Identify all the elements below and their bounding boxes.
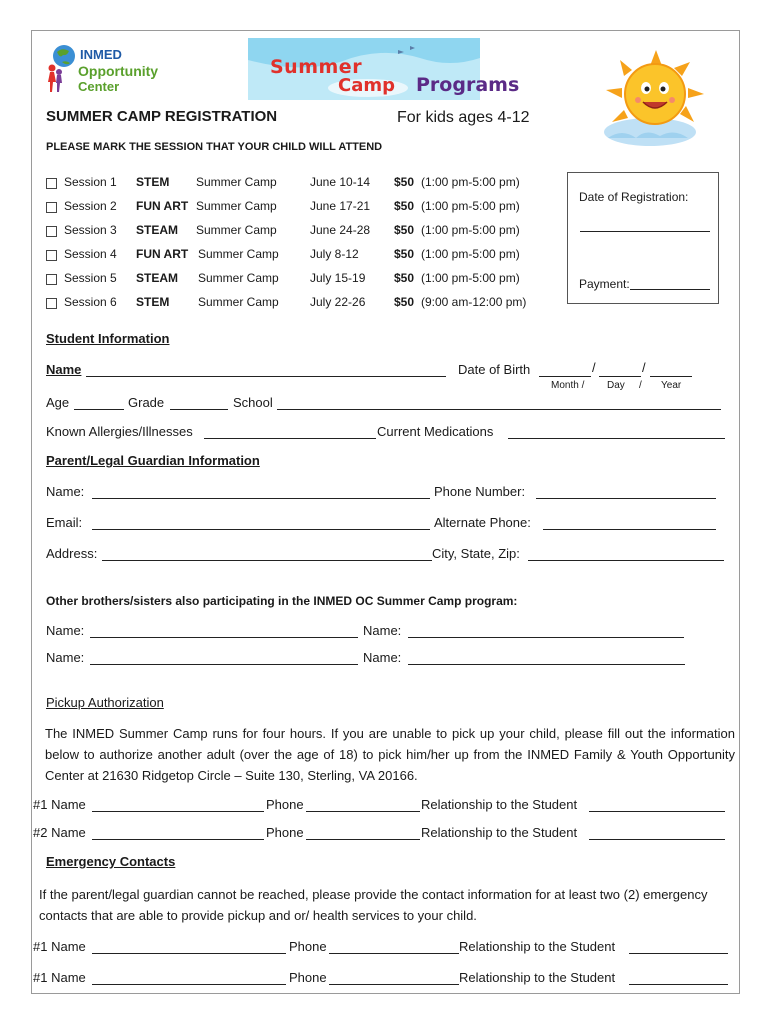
dob-separator-1: / <box>592 360 596 375</box>
guardian-address-field[interactable] <box>102 560 432 561</box>
session-program: Summer Camp <box>196 223 277 237</box>
session-price: $50 <box>394 223 415 237</box>
session-checkbox[interactable] <box>46 226 57 237</box>
session-name: Session 6 <box>64 295 117 309</box>
date-of-registration-line[interactable] <box>580 231 710 232</box>
sibling-2-name-field[interactable] <box>408 637 684 638</box>
dob-day-hint: Day <box>607 380 625 391</box>
sibling-4-name-field[interactable] <box>408 664 685 665</box>
session-checkbox[interactable] <box>46 178 57 189</box>
session-price: $50 <box>394 175 415 189</box>
session-time: (9:00 am-12:00 pm) <box>421 295 527 309</box>
guardian-city-label: City, State, Zip: <box>432 546 520 561</box>
guardian-alt-phone-field[interactable] <box>543 529 716 530</box>
session-dates: June 17-21 <box>310 199 371 213</box>
guardian-name-field[interactable] <box>92 498 430 499</box>
grade-label: Grade <box>128 395 165 410</box>
siblings-heading: Other brothers/sisters also participating in the INMED OC Summer Camp program: <box>46 594 518 608</box>
medications-field[interactable] <box>508 438 725 439</box>
session-program: Summer Camp <box>198 271 279 285</box>
guardian-phone-field[interactable] <box>536 498 716 499</box>
dob-separator-2: / <box>642 360 646 375</box>
pickup-2-relationship-label: Relationship to the Student <box>421 825 578 840</box>
guardian-city-field[interactable] <box>528 560 724 561</box>
pickup-1-name-field[interactable] <box>92 811 264 812</box>
session-checkbox[interactable] <box>46 274 57 285</box>
emergency-2-relationship-label: Relationship to the Student <box>459 970 616 985</box>
emergency-1-name-label: #1 Name <box>33 939 86 954</box>
guardian-address-label: Address: <box>46 546 98 561</box>
session-time: (1:00 pm-5:00 pm) <box>421 247 520 261</box>
session-type: FUN ART <box>136 247 189 261</box>
session-time: (1:00 pm-5:00 pm) <box>421 271 520 285</box>
session-dates: June 10-14 <box>310 175 371 189</box>
session-price: $50 <box>394 199 415 213</box>
allergies-field[interactable] <box>204 438 376 439</box>
emergency-1-phone-field[interactable] <box>329 953 459 954</box>
student-info-heading: Student Information <box>46 331 170 346</box>
pickup-paragraph: The INMED Summer Camp runs for four hours. If you are unable to pick up your child, please fill out the information below to authorize another adult (over the age of 18) to pick him/her up from the INMED Family & Youth Opportunity Center at 21630 Ridgetop Circle – Suite 130, Sterling, VA 20166. <box>45 726 735 783</box>
payment-line[interactable] <box>630 289 710 290</box>
age-label: Age <box>46 395 70 410</box>
session-program: Summer Camp <box>198 247 279 261</box>
guardian-email-field[interactable] <box>92 529 430 530</box>
dob-year-field[interactable] <box>650 376 692 377</box>
session-price: $50 <box>394 295 415 309</box>
age-field[interactable] <box>74 409 124 410</box>
guardian-email-label: Email: <box>46 515 83 530</box>
pickup-1-phone-label: Phone <box>266 797 304 812</box>
banner-word-camp: Camp <box>338 75 395 96</box>
emergency-2-phone-field[interactable] <box>329 984 459 985</box>
emergency-2-name-label: #1 Name <box>33 970 86 985</box>
dob-month-hint: Month / <box>551 380 585 391</box>
emergency-heading: Emergency Contacts <box>46 854 176 869</box>
emergency-1-relationship-label: Relationship to the Student <box>459 939 616 954</box>
guardian-phone-label: Phone Number: <box>434 484 526 499</box>
pickup-2-name-field[interactable] <box>92 839 264 840</box>
sun-cartoon-icon <box>600 48 712 148</box>
session-price: $50 <box>394 247 415 261</box>
session-time: (1:00 pm-5:00 pm) <box>421 223 520 237</box>
session-instruction: PLEASE MARK THE SESSION THAT YOUR CHILD WILL ATTEND <box>46 141 383 153</box>
session-dates: July 22-26 <box>310 295 366 309</box>
logo-line-1: INMED <box>80 47 122 62</box>
emergency-2-relationship-field[interactable] <box>629 984 728 985</box>
ages-label: For kids ages 4-12 <box>397 109 530 126</box>
dob-day-field[interactable] <box>599 376 641 377</box>
dob-month-field[interactable] <box>539 376 591 377</box>
session-dates: June 24-28 <box>310 223 371 237</box>
dob-year-hint: Year <box>661 380 682 391</box>
school-label: School <box>233 395 273 410</box>
pickup-1-name-label: #1 Name <box>33 797 86 812</box>
banner-word-programs: Programs <box>416 74 520 96</box>
student-name-label: Name <box>46 362 82 377</box>
session-time: (1:00 pm-5:00 pm) <box>421 199 520 213</box>
session-name: Session 5 <box>64 271 117 285</box>
student-name-field[interactable] <box>86 376 446 377</box>
session-program: Summer Camp <box>198 295 279 309</box>
session-type: STEM <box>136 175 170 189</box>
emergency-2-phone-label: Phone <box>289 970 327 985</box>
emergency-paragraph: If the parent/legal guardian cannot be reached, please provide the contact information for at least two (2) emergency contacts that are able to provide pickup and or/ health services to your child. <box>39 887 708 923</box>
pickup-2-phone-field[interactable] <box>306 839 420 840</box>
sibling-1-name-label: Name: <box>46 623 85 638</box>
medications-label: Current Medications <box>377 424 494 439</box>
emergency-1-relationship-field[interactable] <box>629 953 728 954</box>
session-dates: July 15-19 <box>310 271 366 285</box>
payment-label: Payment: <box>579 277 630 291</box>
session-checkbox[interactable] <box>46 298 57 309</box>
emergency-1-name-field[interactable] <box>92 953 286 954</box>
session-name: Session 3 <box>64 223 117 237</box>
session-name: Session 2 <box>64 199 117 213</box>
globe-people-icon <box>44 42 78 94</box>
pickup-2-relationship-field[interactable] <box>589 839 725 840</box>
session-checkbox[interactable] <box>46 202 57 213</box>
sibling-3-name-label: Name: <box>46 650 85 665</box>
allergies-label: Known Allergies/Illnesses <box>46 424 193 439</box>
sibling-3-name-field[interactable] <box>90 664 358 665</box>
dob-slash-hint: / <box>639 380 642 391</box>
session-type: STEAM <box>136 271 178 285</box>
guardian-alt-phone-label: Alternate Phone: <box>434 515 531 530</box>
session-program: Summer Camp <box>196 175 277 189</box>
session-name: Session 4 <box>64 247 117 261</box>
session-program: Summer Camp <box>196 199 277 213</box>
pickup-2-name-label: #2 Name <box>33 825 86 840</box>
session-name: Session 1 <box>64 175 117 189</box>
banner-word-summer: Summer <box>270 56 363 78</box>
sibling-1-name-field[interactable] <box>90 637 358 638</box>
school-field[interactable] <box>277 409 721 410</box>
grade-field[interactable] <box>170 409 228 410</box>
session-time: (1:00 pm-5:00 pm) <box>421 175 520 189</box>
pickup-2-phone-label: Phone <box>266 825 304 840</box>
pickup-1-relationship-label: Relationship to the Student <box>421 797 578 812</box>
emergency-1-phone-label: Phone <box>289 939 327 954</box>
page-title: SUMMER CAMP REGISTRATION <box>46 108 278 125</box>
guardian-name-label: Name: <box>46 484 85 499</box>
dob-label: Date of Birth <box>458 362 531 377</box>
pickup-heading: Pickup Authorization <box>46 695 164 710</box>
pickup-1-relationship-field[interactable] <box>589 811 725 812</box>
logo-line-2: Opportunity <box>78 63 159 79</box>
date-of-registration-label: Date of Registration: <box>579 190 689 204</box>
logo-line-3: Center <box>78 79 120 94</box>
sibling-2-name-label: Name: <box>363 623 402 638</box>
session-checkbox[interactable] <box>46 250 57 261</box>
sibling-4-name-label: Name: <box>363 650 402 665</box>
office-use-box <box>567 172 719 304</box>
guardian-info-heading: Parent/Legal Guardian Information <box>46 453 260 468</box>
session-type: STEM <box>136 295 170 309</box>
session-type: FUN ART <box>136 199 189 213</box>
session-price: $50 <box>394 271 415 285</box>
emergency-2-name-field[interactable] <box>92 984 286 985</box>
session-dates: July 8-12 <box>310 247 359 261</box>
session-type: STEAM <box>136 223 178 237</box>
pickup-1-phone-field[interactable] <box>306 811 420 812</box>
